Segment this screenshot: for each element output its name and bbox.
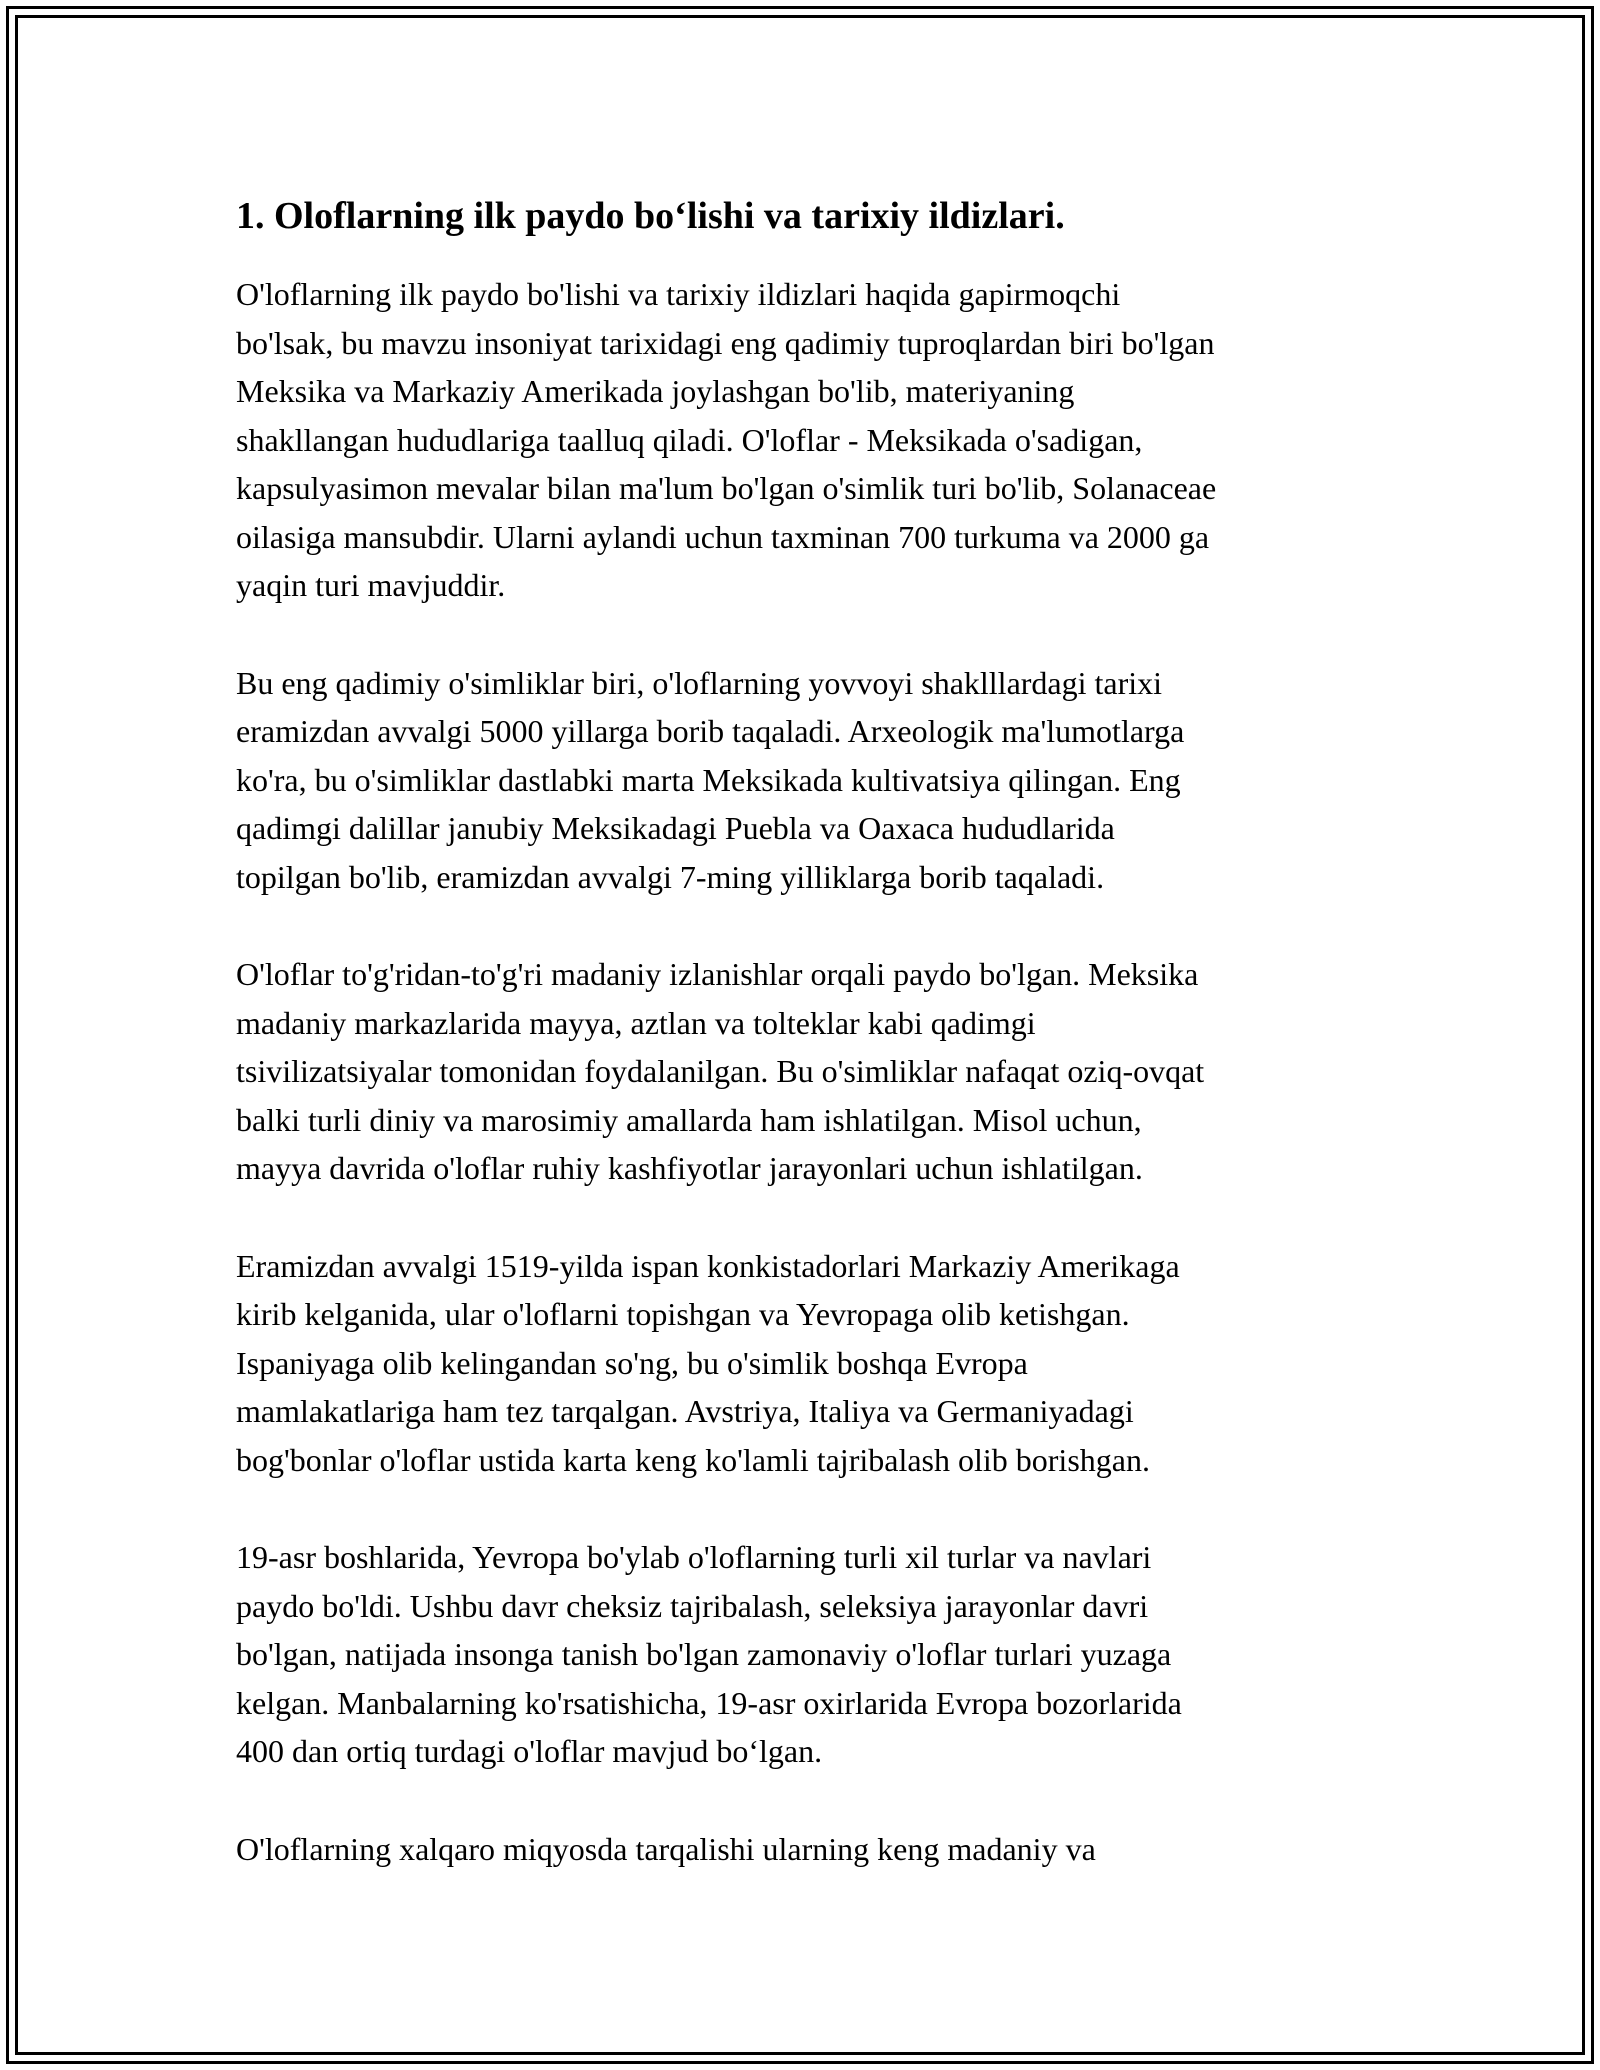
paragraph-line: kapsulyasimon mevalar bilan ma'lum bo'lgan o'simlik turi bo'lib, Solanaceae	[236, 470, 1217, 506]
paragraph-line: Ispaniyaga olib kelingandan so'ng, bu o'simlik boshqa Evropa	[236, 1344, 1028, 1381]
paragraph-line: qadimgi dalillar janubiy Meksikadagi Puebla va Oaxaca hududlarida	[236, 810, 1115, 846]
paragraph-line: balki turli diniy va marosimiy amallarda ham ishlatilgan. Misol uchun,	[236, 1101, 1142, 1138]
paragraph-line: shakllangan hududlariga taalluq qiladi. O'loflar - Meksikada o'sadigan,	[236, 421, 1143, 458]
paragraph-line: yaqin turi mavjuddir.	[236, 567, 506, 603]
paragraph-line: O'loflarning ilk paydo bo'lishi va tarixiy ildizlari haqida gapirmoqchi	[236, 276, 1121, 312]
paragraph-line: mamlakatlariga ham tez tarqalgan. Avstriya, Italiya va Germaniyadagi	[236, 1393, 1134, 1429]
paragraph-line: Meksika va Markaziy Amerikada joylashgan bo'lib, materiyaning	[236, 373, 1075, 409]
document-title: 1. Oloflarning ilk paydo bo‘lishi va tarixiy ildizlari.	[236, 195, 1065, 237]
paragraph-line: mayya davrida o'loflar ruhiy kashfiyotlar jarayonlari uchun ishlatilgan.	[236, 1150, 1143, 1186]
document-body	[236, 190, 1366, 1922]
paragraph-line: oilasiga mansubdir. Ularni aylandi uchun taxminan 700 turkuma va 2000 ga	[236, 518, 1210, 555]
paragraph-line: madaniy markazlarida mayya, aztlan va tolteklar kabi qadimgi	[236, 1004, 1036, 1041]
paragraph-line: 19-asr boshlarida, Yevropa bo'ylab o'loflarning turli xil turlar va navlari	[236, 1539, 1152, 1575]
paragraph-line: Eramizdan avvalgi 1519-yilda ispan konkistadorlari Markaziy Amerikaga	[236, 1247, 1180, 1284]
paragraph-5	[236, 1533, 1366, 1776]
paragraph-3	[236, 950, 1366, 1193]
paragraph-line: O'loflarning xalqaro miqyosda tarqalishi ularning keng madaniy va	[236, 1830, 1096, 1867]
paragraph-line: bo'lgan, natijada insonga tanish bo'lgan zamonaviy o'loflar turlari yuzaga	[236, 1636, 1172, 1672]
paragraph-line: O'loflar to'g'ridan-to'g'ri madaniy izlanishlar orqali paydo bo'lgan. Meksika	[236, 956, 1199, 992]
paragraph-line: 400 dan ortiq turdagi o'loflar mavjud bo‘lgan.	[236, 1733, 823, 1769]
paragraph-line: bo'lsak, bu mavzu insoniyat tarixidagi eng qadimiy tuproqlardan biri bo'lgan	[236, 324, 1215, 361]
paragraph-2	[236, 659, 1366, 902]
paragraph-line: topilgan bo'lib, eramizdan avvalgi 7-ming yilliklarga borib taqaladi.	[236, 858, 1105, 895]
paragraph-line: tsivilizatsiyalar tomonidan foydalanilgan. Bu o'simliklar nafaqat oziq-ovqat	[236, 1053, 1205, 1089]
paragraph-4	[236, 1242, 1366, 1485]
paragraph-1	[236, 270, 1366, 610]
paragraph-line: Bu eng qadimiy o'simliklar biri, o'loflarning yovvoyi shaklllardagi tarixi	[236, 664, 1163, 701]
paragraph-line: kirib kelganida, ular o'loflarni topishgan va Yevropaga olib ketishgan.	[236, 1296, 1130, 1332]
paragraph-6	[236, 1825, 1366, 1874]
paragraph-line: ko'ra, bu o'simliklar dastlabki marta Meksikada kultivatsiya qilingan. Eng	[236, 761, 1181, 798]
paragraph-line: bog'bonlar o'loflar ustida karta keng ko'lamli tajribalash olib borishgan.	[236, 1441, 1150, 1478]
paragraph-line: kelgan. Manbalarning ko'rsatishicha, 19-asr oxirlarida Evropa bozorlarida	[236, 1684, 1182, 1721]
paragraph-line: paydo bo'ldi. Ushbu davr cheksiz tajribalash, seleksiya jarayonlar davri	[236, 1587, 1149, 1624]
paragraph-line: eramizdan avvalgi 5000 yillarga borib taqaladi. Arxeologik ma'lumotlarga	[236, 713, 1185, 749]
